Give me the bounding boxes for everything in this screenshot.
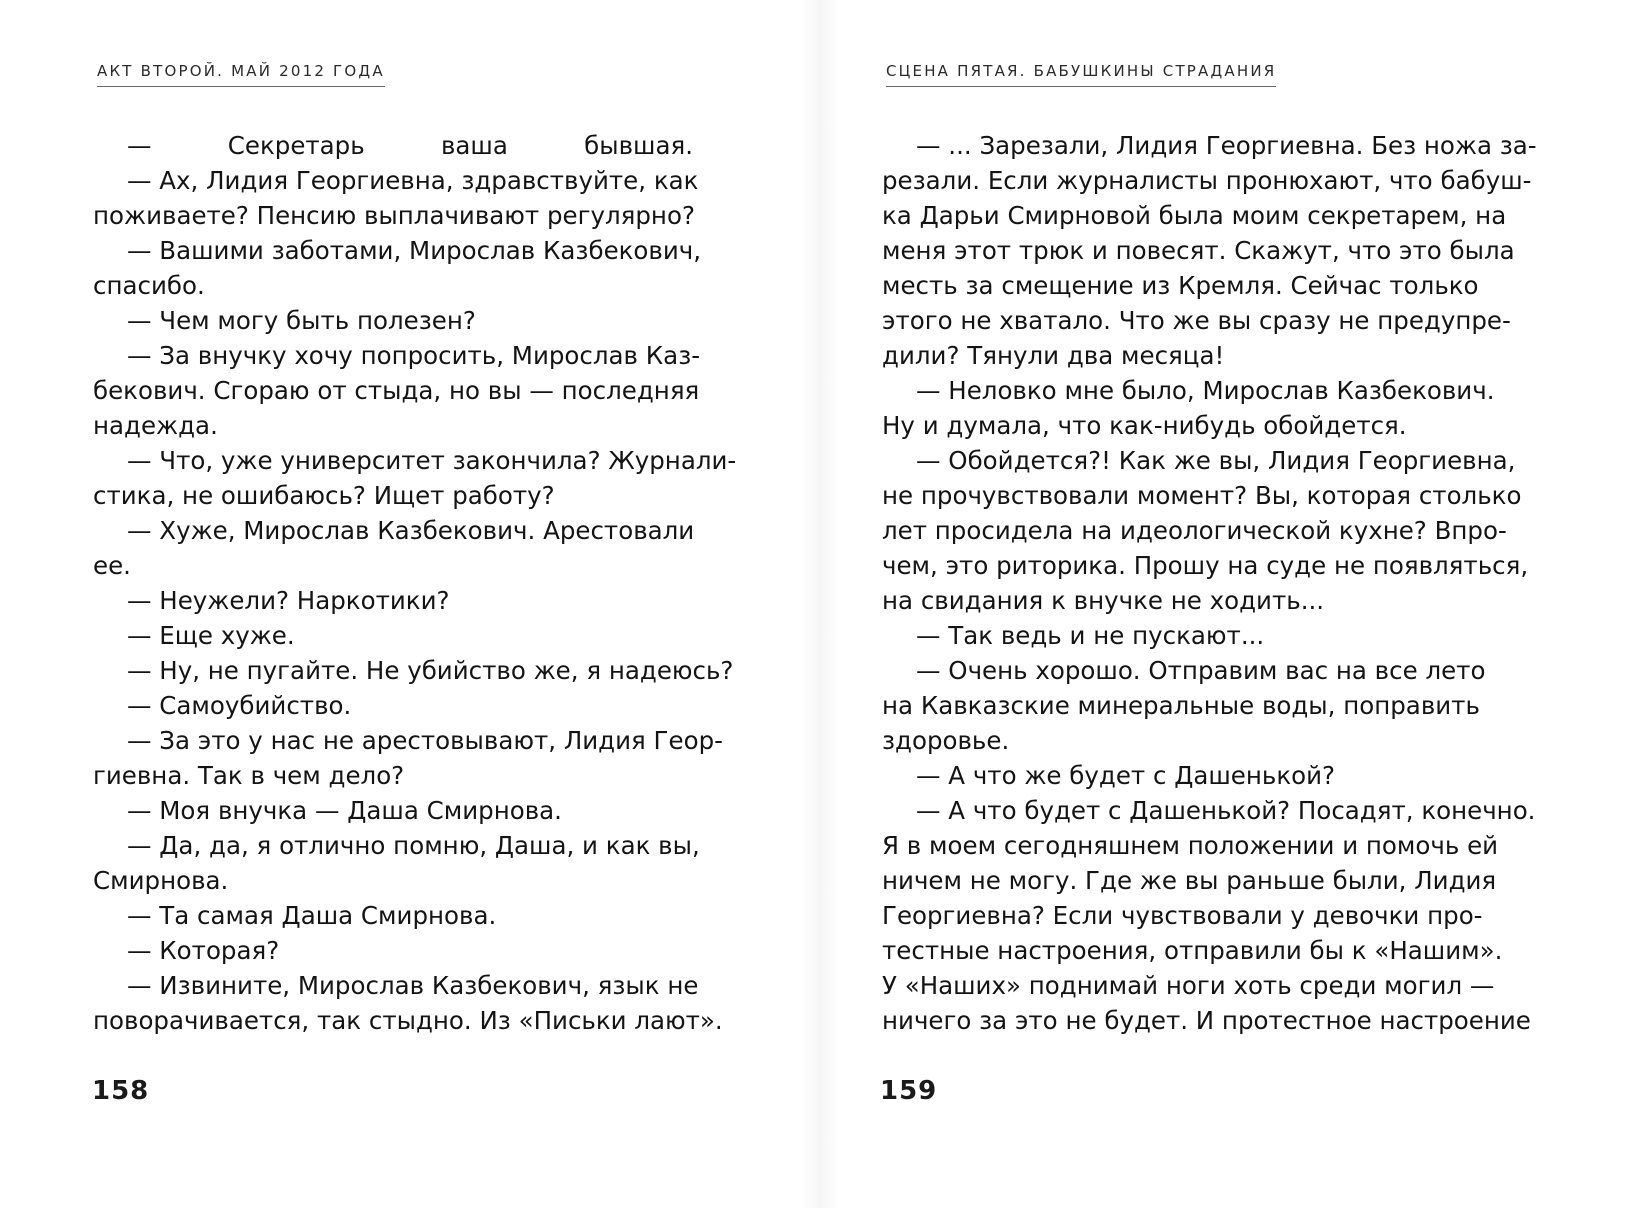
text-line: — Неужели? Наркотики?	[127, 586, 450, 615]
left-page-number: 158	[92, 1076, 150, 1106]
text-line: — Чем могу быть полезен?	[127, 306, 476, 335]
left-running-head: АКТ ВТОРОЙ. МАЙ 2012 ГОДА	[97, 62, 385, 87]
text-line: — Та самая Даша Смирнова.	[127, 901, 497, 930]
text-line: гиевна. Так в чем дело?	[93, 761, 405, 790]
text-line: на свидания к внучке не ходить...	[882, 586, 1325, 615]
text-line: бекович. Сгораю от стыда, но вы — последняя	[93, 376, 700, 405]
text-line: надежда.	[93, 411, 218, 440]
text-line: У «Наших» поднимай ноги хоть среди могил —	[882, 971, 1495, 1000]
text-line: Смирнова.	[93, 866, 229, 895]
text-line: — Ну, не пугайте. Не убийство же, я надеюсь?	[127, 656, 734, 685]
text-line: меня этот трюк и повесят. Скажут, что это была	[882, 236, 1515, 265]
right-running-head: СЦЕНА ПЯТАЯ. БАБУШКИНЫ СТРАДАНИЯ	[886, 62, 1276, 87]
text-line: поворачивается, так стыдно. Из «Письки лают».	[93, 1006, 723, 1035]
text-line: ничем не могу. Где же вы раньше были, Лидия	[882, 866, 1497, 895]
left-page	[0, 0, 818, 1208]
text-line: — Очень хорошо. Отправим вас на все лето	[916, 656, 1486, 685]
right-page	[818, 0, 1637, 1208]
text-line: — За это у нас не арестовывают, Лидия Геор-	[127, 726, 723, 755]
text-line: — Что, уже университет закончила? Журнали-	[127, 446, 737, 475]
text-line: — Которая?	[127, 936, 280, 965]
text-line: — Еще хуже.	[127, 621, 295, 650]
text-line: здоровье.	[882, 726, 1010, 755]
text-line: на Кавказские минеральные воды, поправить	[882, 691, 1480, 720]
text-line: чем, это риторика. Прошу на суде не появляться,	[882, 551, 1529, 580]
text-line: — За внучку хочу попросить, Мирослав Каз-	[127, 341, 701, 370]
text-line: — ... Зарезали, Лидия Георгиевна. Без ножа за-	[916, 131, 1537, 160]
text-line: ничего за это не будет. И протестное настроение	[882, 1006, 1531, 1035]
text-line: — Ах, Лидия Георгиевна, здравствуйте, как	[127, 166, 699, 195]
text-line: — А что же будет с Дашенькой?	[916, 761, 1336, 790]
text-line: — Извините, Мирослав Казбекович, язык не	[127, 971, 699, 1000]
text-line: дили? Тянули два месяца!	[882, 341, 1225, 370]
left-text-block	[93, 128, 737, 1038]
text-line: — Так ведь и не пускают...	[916, 621, 1265, 650]
text-line: — Самоубийство.	[127, 691, 352, 720]
text-line: — Секретарь ваша бывшая.	[127, 131, 693, 160]
text-line: стика, не ошибаюсь? Ищет работу?	[93, 481, 555, 510]
text-line: — Да, да, я отлично помню, Даша, и как вы,	[127, 831, 700, 860]
text-line: — А что будет с Дашенькой? Посадят, конечно.	[916, 796, 1536, 825]
text-line: поживаете? Пенсию выплачивают регулярно?	[93, 201, 695, 230]
text-line: Ну и думала, что как-нибудь обойдется.	[882, 411, 1407, 440]
text-line: ка Дарьи Смирновой была моим секретарем, на	[882, 201, 1507, 230]
text-line: ее.	[93, 551, 131, 580]
text-line: — Неловко мне было, Мирослав Казбекович.	[916, 376, 1495, 405]
text-line: Георгиевна? Если чувствовали у девочки про-	[882, 901, 1483, 930]
right-text-block	[882, 128, 1537, 1038]
text-line: Я в моем сегодняшнем положении и помочь ей	[882, 831, 1499, 860]
text-line: спасибо.	[93, 271, 205, 300]
text-line: — Обойдется?! Как же вы, Лидия Георгиевна,	[916, 446, 1516, 475]
text-line: не прочувствовали момент? Вы, которая столько	[882, 481, 1522, 510]
text-line: — Моя внучка — Даша Смирнова.	[127, 796, 562, 825]
text-line: резали. Если журналисты пронюхают, что бабуш-	[882, 166, 1532, 195]
text-line: месть за смещение из Кремля. Сейчас только	[882, 271, 1479, 300]
text-line: тестные настроения, отправили бы к «Нашим».	[882, 936, 1503, 965]
text-line: — Хуже, Мирослав Казбекович. Арестовали	[127, 516, 695, 545]
text-line: этого не хватало. Что же вы сразу не предупре-	[882, 306, 1511, 335]
right-page-number: 159	[880, 1076, 938, 1106]
text-line: лет просидела на идеологической кухне? Впро-	[882, 516, 1507, 545]
text-line: — Вашими заботами, Мирослав Казбекович,	[127, 236, 702, 265]
